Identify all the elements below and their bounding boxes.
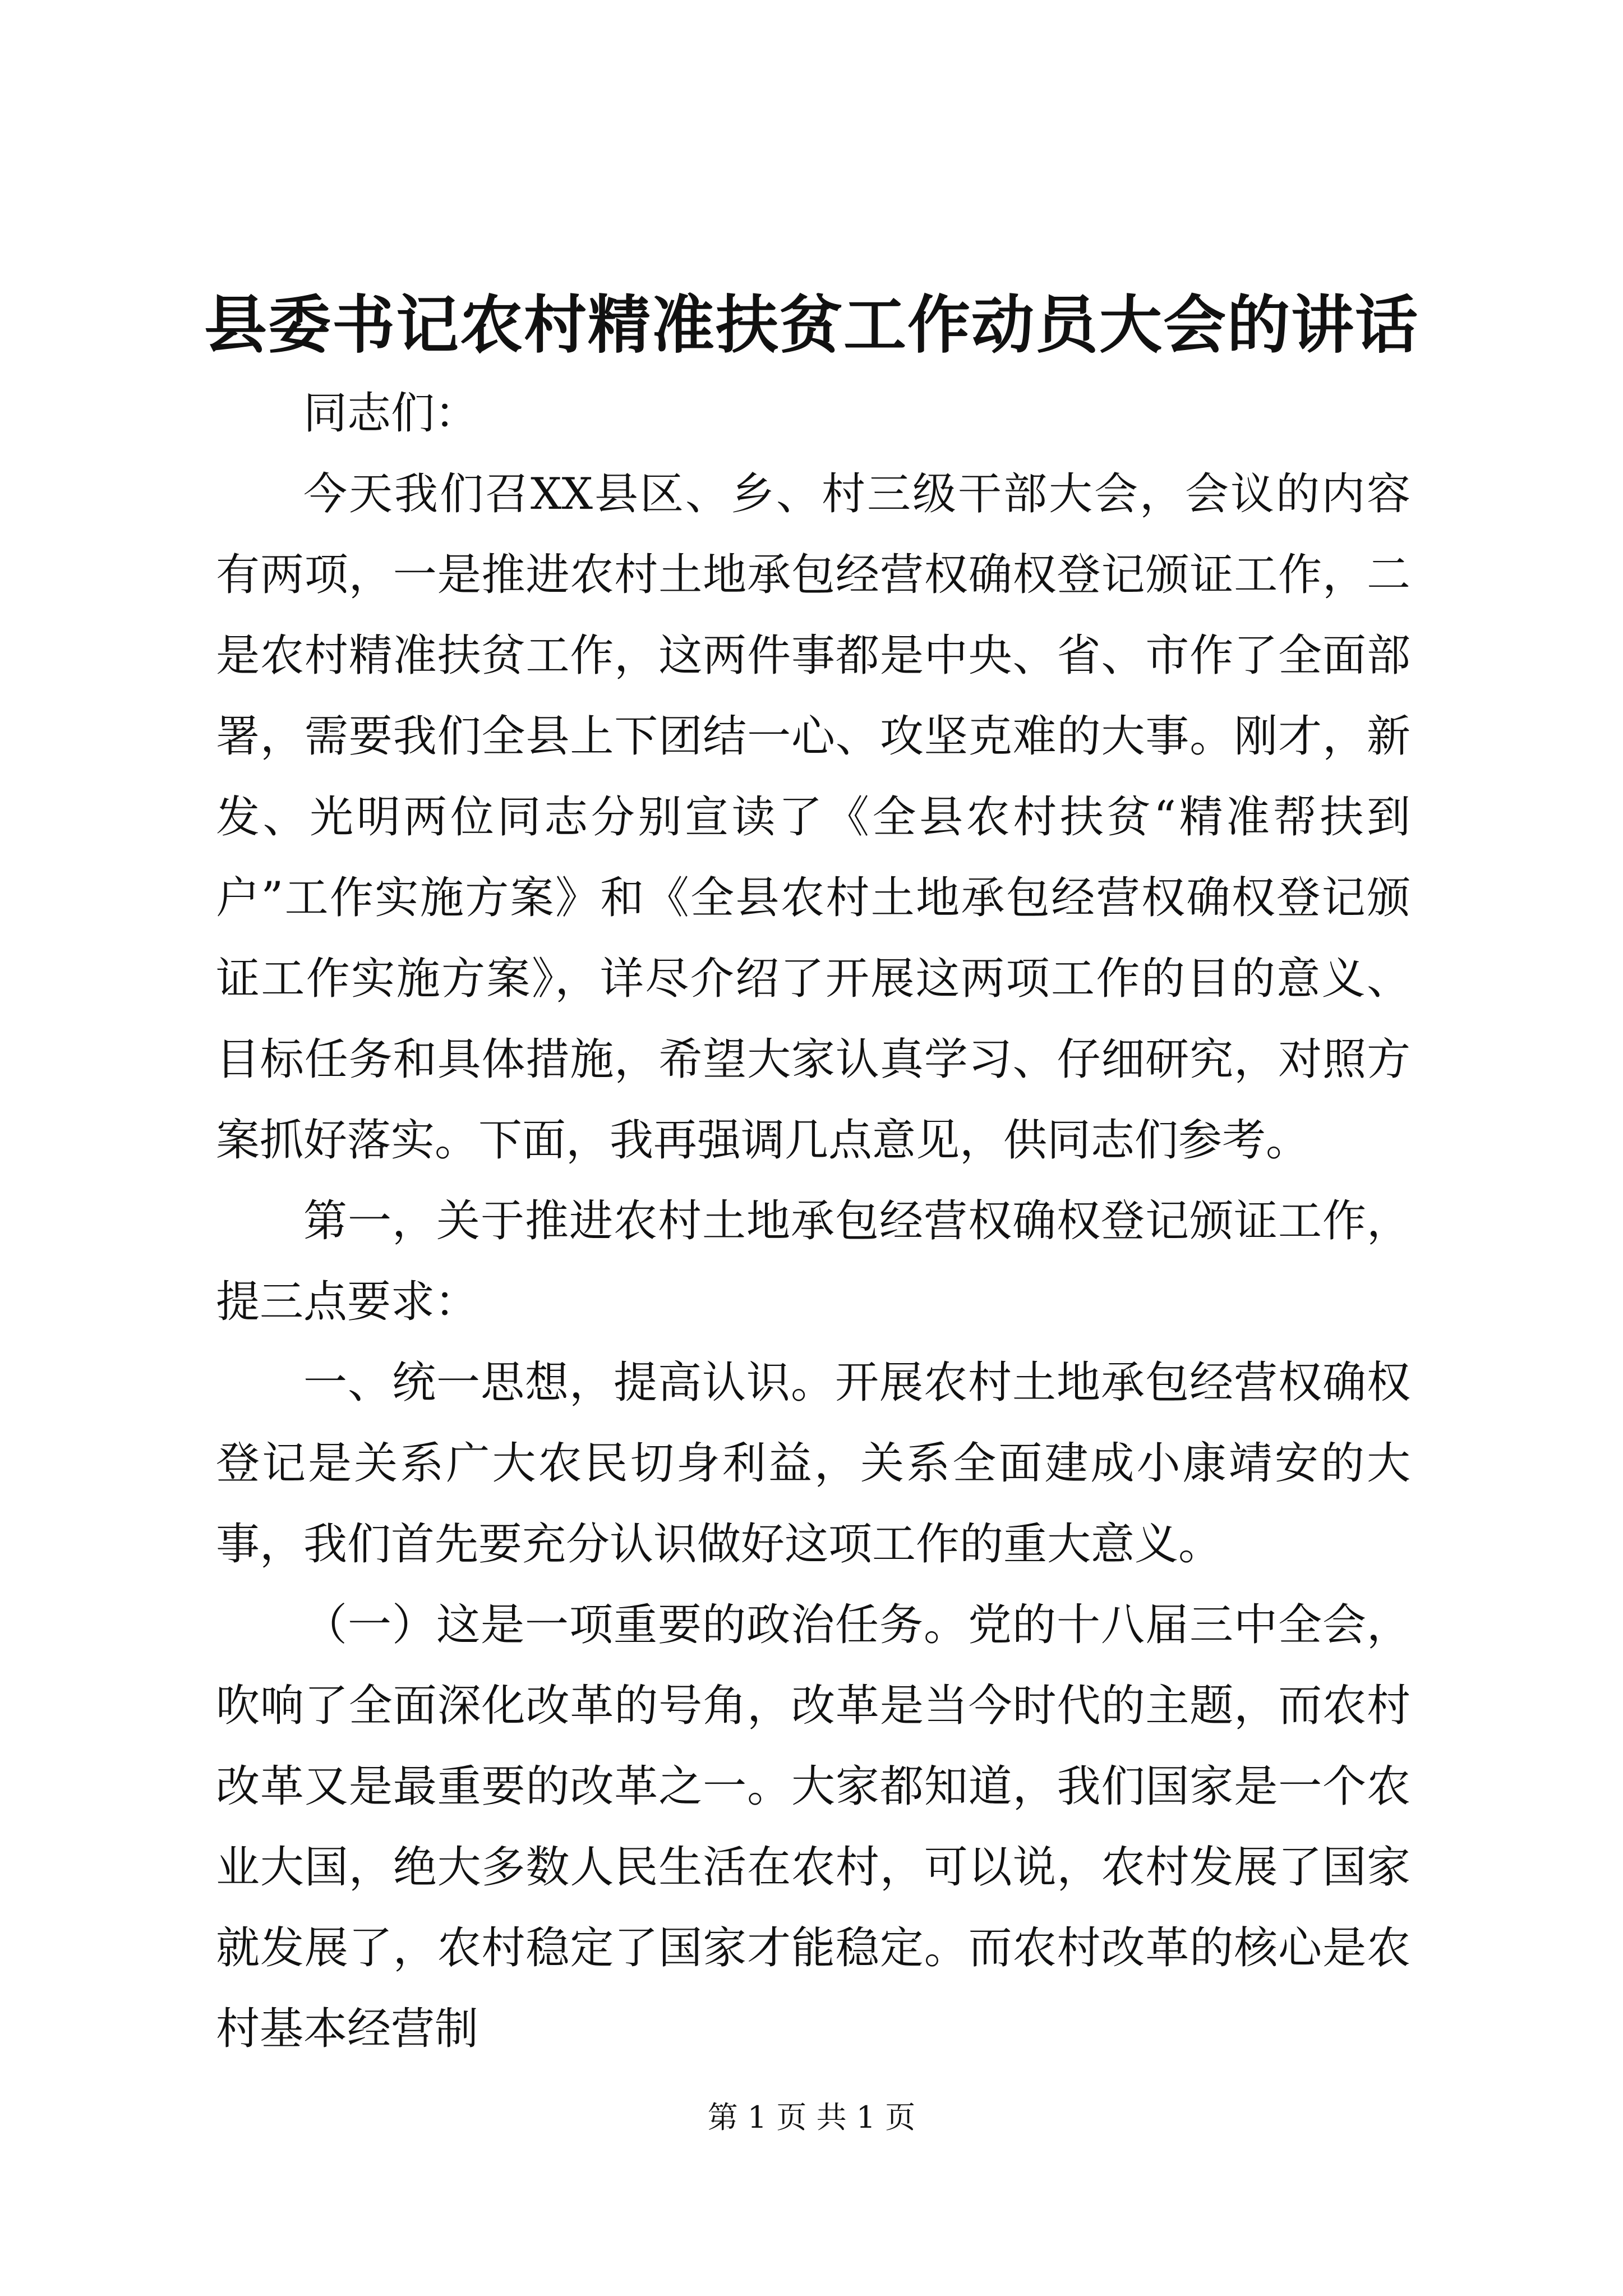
document-body xyxy=(216,373,1410,2069)
intro-paragraph: 今天我们召XX县区、乡、村三级干部大会，会议的内容有两项，一是推进农村土地承包经营权确权登记颁证工作，二是农村精准扶贫工作，这两件事都是中央、省、市作了全面部署，需要我们全县上下团结一心、攻坚克难的大事。刚才，新发、光明两位同志分别宣读了《全县农村扶贫“精准帮扶到户”工作实施方案》和《全县农村土地承包经营权确权登记颁证工作实施方案》，详尽介绍了开展这两项工作的目的意义、目标任务和具体措施，希望大家认真学习、仔细研究，对照方案抓好落实。下面，我再强调几点意见，供同志们参考。 xyxy=(216,469,1410,1166)
subpoint-one-paragraph: （一）这是一项重要的政治任务。党的十八届三中全会，吹响了全面深化改革的号角，改革是当今时代的主题，而农村改革又是最重要的改革之一。大家都知道，我们国家是一个农业大国，绝大多数人民生活在农村，可以说，农村发展了国家就发展了，农村稳定了国家才能稳定。而农村改革的核心是农村基本经营制 xyxy=(216,1600,1410,2054)
point-one-paragraph: 一、统一思想，提高认识。开展农村土地承包经营权确权登记是关系广大农民切身利益，关系全面建成小康靖安的大事，我们首先要充分认识做好这项工作的重大意义。 xyxy=(216,1358,1410,1570)
page-footer: 第 1 页 共 1 页 xyxy=(707,2100,916,2135)
salutation-paragraph: 同志们： xyxy=(303,388,479,439)
document-title: 县委书记农村精准扶贫工作动员大会的讲话 xyxy=(204,288,1419,362)
section-one-paragraph: 第一，关于推进农村土地承包经营权确权登记颁证工作，提三点要求： xyxy=(216,1196,1410,1327)
